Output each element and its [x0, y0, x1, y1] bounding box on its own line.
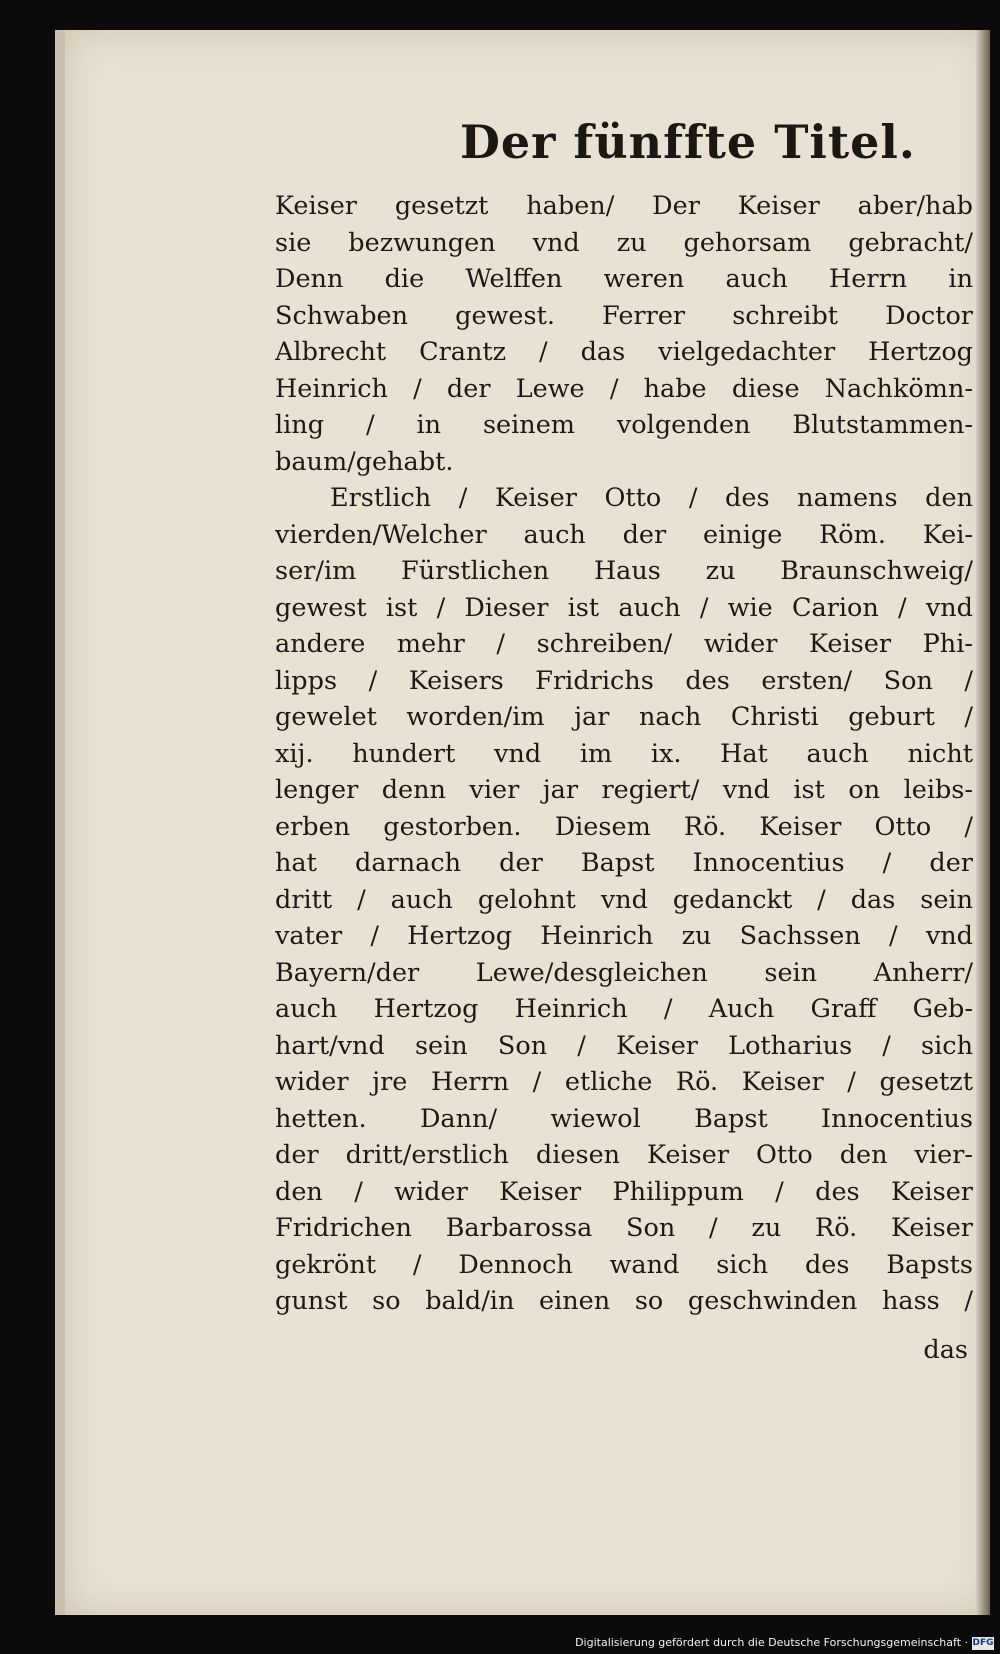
text-line: vater / Hertzog Heinrich zu Sachssen / vnd [275, 921, 973, 951]
text-line: dritt / auch gelohnt vnd gedanckt / das sein [275, 884, 973, 915]
text-line: vierden/Welcher auch der einige Röm. Kei- [275, 519, 973, 550]
text-line: gewelet worden/im jar nach Christi geburt / [275, 702, 973, 732]
text-line: lenger denn vier jar regiert/ vnd ist on leibs- [275, 775, 973, 805]
text-line: ling / in seinem volgenden Blutstammen- [275, 410, 973, 440]
book-page [55, 30, 990, 1615]
digitization-credit: Digitalisierung gefördert durch die Deutsche Forschungsgemeinschaft · [575, 1636, 968, 1649]
catchword: das [923, 1335, 968, 1365]
text-line: xij. hundert vnd im ix. Hat auch nicht [275, 738, 973, 769]
text-line: wider jre Herrn / etliche Rö. Keiser / gesetzt [275, 1067, 973, 1097]
text-line: Denn die Welffen weren auch Herrn in [275, 264, 973, 294]
text-line: gewest ist / Dieser ist auch / wie Carion / vnd [275, 592, 973, 623]
text-line: Heinrich / der Lewe / habe diese Nachkömn- [275, 373, 973, 404]
text-line: gekrönt / Dennoch wand sich des Bapsts [275, 1249, 973, 1280]
text-line: Keiser gesetzt haben/ Der Keiser aber/hab [275, 191, 973, 221]
page-heading: Der fünffte Titel. [460, 115, 916, 169]
text-line: ser/im Fürstlichen Haus zu Braunschweig/ [275, 556, 973, 586]
text-line: erben gestorben. Diesem Rö. Keiser Otto / [275, 811, 973, 842]
text-line: der dritt/erstlich diesen Keiser Otto den vier- [275, 1140, 973, 1170]
text-line: den / wider Keiser Philippum / des Keiser [275, 1176, 973, 1207]
text-line: gunst so bald/in einen so geschwinden hass / [275, 1286, 973, 1316]
text-line: Erstlich / Keiser Otto / des namens den [330, 483, 973, 513]
text-line: andere mehr / schreiben/ wider Keiser Phi- [275, 629, 973, 659]
text-line: hat darnach der Bapst Innocentius / der [275, 848, 973, 878]
text-line: lipps / Keisers Fridrichs des ersten/ Son / [275, 665, 973, 696]
text-line: sie bezwungen vnd zu gehorsam gebracht/ [275, 227, 973, 258]
text-line: baum/gehabt. [275, 446, 454, 477]
text-line: hart/vnd sein Son / Keiser Lotharius / sich [275, 1030, 973, 1061]
dfg-logo: DFG [972, 1638, 994, 1648]
text-line: Fridrichen Barbarossa Son / zu Rö. Keiser [275, 1213, 973, 1243]
page-edge [976, 30, 990, 1615]
text-line: hetten. Dann/ wiewol Bapst Innocentius [275, 1103, 973, 1134]
text-line: Bayern/der Lewe/desgleichen sein Anherr/ [275, 957, 973, 988]
body-text [275, 188, 973, 1320]
text-line: Albrecht Crantz / das vielgedachter Hertzog [275, 337, 973, 367]
text-line: Schwaben gewest. Ferrer schreibt Doctor [275, 300, 973, 331]
text-line: auch Hertzog Heinrich / Auch Graff Geb- [275, 994, 973, 1024]
